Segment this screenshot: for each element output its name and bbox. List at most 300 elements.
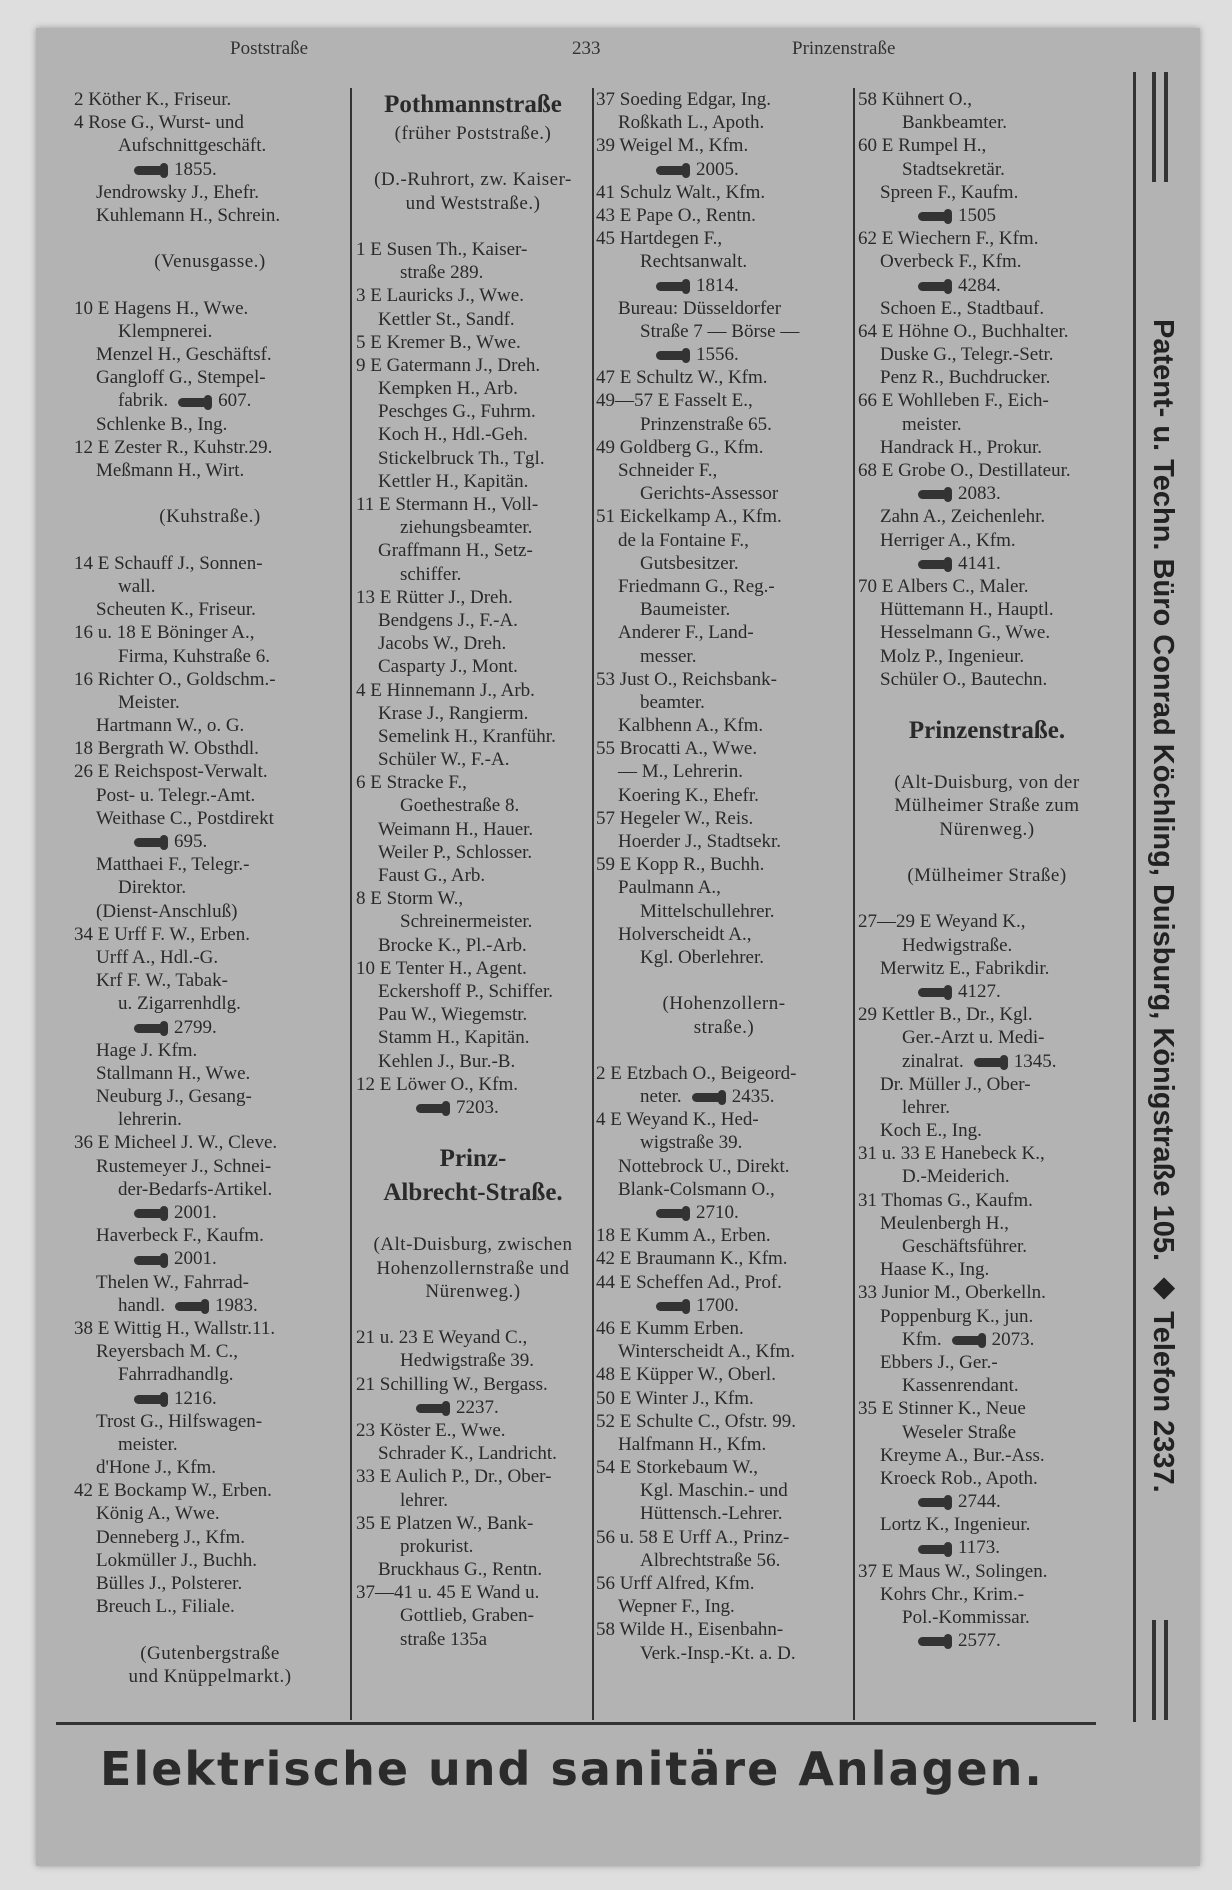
- line-text: Anderer F., Land-: [618, 622, 754, 644]
- resident-line: [356, 400, 590, 423]
- resident-line: [858, 957, 1116, 980]
- line-text: Matthaei F., Telegr.-: [96, 854, 250, 876]
- continuation-line: [596, 552, 852, 575]
- resident-line: [74, 1595, 346, 1618]
- street-note: [356, 1280, 590, 1303]
- continuation-line: [596, 598, 852, 621]
- telephone-icon: [134, 1209, 164, 1218]
- line-text: 11 E Stermann H., Voll-: [356, 494, 539, 515]
- telephone-line: [596, 158, 852, 181]
- telephone-line: [74, 1247, 346, 1270]
- continuation-line: [596, 482, 852, 505]
- resident-line: [858, 1119, 1116, 1142]
- line-text: 49—57 E Fasselt E.,: [596, 390, 753, 412]
- entry-line: [356, 586, 590, 609]
- line-text: 68 E Grobe O., Destillateur.: [858, 460, 1071, 481]
- line-text: Zahn A., Zeichenlehr.: [880, 506, 1046, 528]
- resident-line: [858, 668, 1116, 691]
- line-text: 58 Wilde H., Eisenbahn-: [596, 1619, 784, 1641]
- line-text: Kalbhenn A., Kfm.: [618, 715, 764, 737]
- line-text: Denneberg J., Kfm.: [96, 1526, 245, 1548]
- bottom-advertisement: Elektrische und sanitäre Anlagen.: [100, 1742, 1044, 1796]
- sidebar-border-line: [1133, 72, 1136, 1722]
- resident-line: [356, 864, 590, 887]
- blank-line: [596, 1039, 852, 1062]
- entry-line: [74, 1317, 346, 1340]
- line-text: Reyersbach M. C.,: [96, 1341, 238, 1363]
- continuation-line: [858, 1235, 1116, 1258]
- resident-line: [356, 1442, 590, 1465]
- street-note: [858, 818, 1116, 841]
- line-text: Halfmann H., Kfm.: [618, 1433, 767, 1455]
- telephone-icon: [416, 1104, 446, 1113]
- line-text: König A., Wwe.: [96, 1503, 220, 1525]
- resident-line: [74, 1271, 346, 1294]
- telephone-line: [858, 552, 1116, 575]
- line-text: Ger.-Arzt u. Medi-: [902, 1027, 1045, 1049]
- street-note: [356, 1257, 590, 1280]
- line-text: 33 Junior M., Oberkelln.: [858, 1282, 1046, 1304]
- column-3: [596, 88, 852, 1665]
- street-note: [858, 864, 1116, 887]
- continuation-line: [858, 1374, 1116, 1397]
- resident-line: [74, 204, 346, 227]
- line-text: Graffmann H., Setz-: [378, 540, 533, 562]
- resident-line: [596, 1178, 852, 1201]
- resident-line: [74, 1410, 346, 1433]
- resident-line: [356, 1026, 590, 1049]
- line-text: Klempnerei.: [118, 320, 213, 342]
- line-text: Schrader K., Landricht.: [378, 1443, 557, 1465]
- entry-line: [356, 284, 590, 307]
- line-text: 43 E Pape O., Rentn.: [596, 204, 756, 226]
- entry-line: [858, 575, 1116, 598]
- entry-line: [356, 1073, 590, 1096]
- line-text: 62 E Wiechern F., Kfm.: [858, 228, 1039, 250]
- telephone-line: [858, 482, 1116, 505]
- street-note: [356, 192, 590, 215]
- street-note: [596, 1016, 852, 1039]
- line-text: Pothmannstraße: [384, 91, 562, 118]
- continuation-line: [356, 516, 590, 539]
- column-4: [858, 88, 1116, 1652]
- continuation-line: [356, 794, 590, 817]
- page-number: 233: [572, 38, 601, 59]
- line-text: lehrer.: [400, 1489, 449, 1511]
- continuation-line: [858, 1606, 1116, 1629]
- telephone-number: 1216.: [174, 1387, 217, 1409]
- telephone-line: [858, 1629, 1116, 1652]
- line-text: Nottebrock U., Direkt.: [618, 1155, 790, 1177]
- entry-line: [858, 88, 1116, 111]
- telephone-line: [596, 1201, 852, 1224]
- line-text: Schüler W., F.-A.: [378, 749, 510, 771]
- continuation-line: [356, 1604, 590, 1627]
- resident-line: [74, 784, 346, 807]
- line-text: Jacobs W., Dreh.: [378, 633, 507, 655]
- line-text: (Gutenbergstraße: [140, 1642, 280, 1664]
- line-text: 6 E Stracke F.,: [356, 772, 467, 794]
- continuation-line: [858, 1026, 1116, 1049]
- entry-line: [858, 459, 1116, 482]
- line-text: 12 E Löwer O., Kfm.: [356, 1073, 518, 1095]
- telephone-number: 2237.: [456, 1396, 499, 1418]
- resident-line: [356, 1558, 590, 1581]
- resident-line: [74, 459, 346, 482]
- line-text: (früher Poststraße.): [394, 123, 552, 144]
- entry-line: [74, 436, 346, 459]
- street-note: [74, 1642, 346, 1665]
- line-text: 51 Eickelkamp A., Kfm.: [596, 506, 782, 528]
- continuation-line: [74, 134, 346, 157]
- telephone-icon: [134, 1024, 164, 1033]
- telephone-line: [858, 1536, 1116, 1559]
- line-text: 57 Hegeler W., Reis.: [596, 807, 754, 829]
- line-text: Geschäftsführer.: [902, 1236, 1028, 1257]
- continuation-line: [356, 1535, 590, 1558]
- resident-line: [858, 1513, 1116, 1536]
- continuation-line: [74, 1294, 346, 1317]
- line-text: wall.: [118, 575, 156, 597]
- street-note: [356, 122, 590, 145]
- line-text: Pol.-Kommissar.: [902, 1607, 1030, 1628]
- line-text: Poppenburg K., jun.: [880, 1305, 1034, 1327]
- resident-line: [74, 1062, 346, 1085]
- line-text: 31 Thomas G., Kaufm.: [858, 1189, 1033, 1211]
- line-text: 38 E Wittig H., Wallstr.11.: [74, 1317, 276, 1339]
- continuation-line: [858, 1421, 1116, 1444]
- line-text: Spreen F., Kaufm.: [880, 181, 1019, 203]
- line-text: Hedwigstraße.: [902, 934, 1013, 956]
- resident-line: [596, 784, 852, 807]
- line-text: Rustemeyer J., Schnei-: [96, 1155, 272, 1177]
- entry-line: [74, 760, 346, 783]
- continuation-line: [356, 1628, 590, 1651]
- line-text: 9 E Gatermann J., Dreh.: [356, 354, 541, 376]
- resident-line: [356, 818, 590, 841]
- line-text: Kuhlemann H., Schrein.: [96, 204, 281, 226]
- street-heading: [356, 1142, 590, 1176]
- entry-line: [596, 1363, 852, 1386]
- continuation-line: [74, 645, 346, 668]
- resident-line: [858, 1467, 1116, 1490]
- continuation-line: [858, 934, 1116, 957]
- telephone-number: 2435.: [731, 1086, 775, 1108]
- entry-line: [858, 389, 1116, 412]
- telephone-line: [74, 830, 346, 853]
- line-text: Pau W., Wiegemstr.: [378, 1004, 528, 1026]
- resident-line: [74, 1039, 346, 1062]
- resident-line: [74, 853, 346, 876]
- blank-line: [858, 748, 1116, 771]
- telephone-icon: [134, 1256, 164, 1265]
- line-text: Albrecht-Straße.: [383, 1179, 563, 1207]
- continuation-line: [596, 1085, 852, 1108]
- line-text: 47 E Schultz W., Kfm.: [596, 367, 768, 389]
- line-text: Stamm H., Kapitän.: [378, 1027, 530, 1049]
- resident-line: [858, 1351, 1116, 1374]
- line-text: Neuburg J., Gesang-: [96, 1086, 252, 1108]
- resident-line: [858, 505, 1116, 528]
- telephone-icon: [175, 1302, 205, 1311]
- line-text: Blank-Colsmann O.,: [618, 1178, 775, 1200]
- resident-line: [858, 297, 1116, 320]
- resident-line: [596, 760, 852, 783]
- telephone-icon: [952, 1336, 982, 1345]
- line-text: 3 E Lauricks J., Wwe.: [356, 285, 524, 307]
- line-text: Trost G., Hilfswagen-: [96, 1410, 263, 1432]
- line-text: Schüler O., Bautechn.: [880, 668, 1048, 690]
- telephone-line: [858, 1490, 1116, 1513]
- telephone-number: 2005.: [696, 158, 739, 180]
- entry-line: [596, 181, 852, 204]
- entry-line: [74, 111, 346, 134]
- entry-line: [74, 1479, 346, 1502]
- telephone-number: 1505: [958, 204, 996, 226]
- line-text: 37—41 u. 45 E Wand u.: [356, 1582, 540, 1604]
- blank-line: [858, 841, 1116, 864]
- line-text: Hage J. Kfm.: [96, 1039, 198, 1061]
- line-text: fabrik.: [118, 390, 169, 412]
- telephone-line: [858, 980, 1116, 1003]
- telephone-number: 7203.: [456, 1096, 499, 1118]
- telephone-number: 2710.: [696, 1202, 739, 1223]
- entry-line: [596, 737, 852, 760]
- line-text: Koch H., Hdl.-Geh.: [378, 424, 528, 446]
- entry-line: [356, 493, 590, 516]
- entry-line: [356, 1326, 590, 1349]
- entry-line: [596, 1247, 852, 1270]
- resident-line: [858, 1305, 1116, 1328]
- resident-line: [356, 609, 590, 632]
- blank-line: [356, 215, 590, 238]
- line-text: 18 Bergrath W. Obsthdl.: [74, 738, 259, 760]
- entry-line: [596, 204, 852, 227]
- column-divider: [853, 88, 855, 1720]
- line-text: 66 E Wohlleben F., Eich-: [858, 390, 1049, 412]
- telephone-icon: [692, 1093, 722, 1102]
- line-text: 33 E Aulich P., Dr., Ober-: [356, 1466, 552, 1488]
- telephone-line: [596, 274, 852, 297]
- resident-line: [596, 830, 852, 853]
- line-text: meister.: [902, 413, 962, 435]
- line-text: Straße 7 — Börse —: [640, 320, 800, 342]
- entry-line: [596, 1526, 852, 1549]
- continuation-line: [356, 1349, 590, 1372]
- line-text: Kreyme A., Bur.-Ass.: [880, 1444, 1045, 1466]
- line-text: 36 E Micheel J. W., Cleve.: [74, 1132, 278, 1154]
- line-text: 16 Richter O., Goldschm.-: [74, 668, 276, 690]
- resident-line: [596, 1340, 852, 1363]
- entry-line: [356, 1581, 590, 1604]
- resident-line: [74, 1340, 346, 1363]
- entry-line: [858, 320, 1116, 343]
- line-text: (Hohenzollern-: [662, 993, 786, 1015]
- entry-line: [74, 1131, 346, 1154]
- telephone-number: 1556.: [696, 344, 739, 366]
- line-text: ziehungsbeamter.: [400, 517, 533, 539]
- line-text: Roßkath L., Apoth.: [618, 112, 765, 134]
- line-text: Breuch L., Filiale.: [96, 1596, 235, 1618]
- line-text: Weimann H., Hauer.: [378, 818, 534, 840]
- line-text: 56 u. 58 E Urff A., Prinz-: [596, 1526, 790, 1548]
- line-text: und Knüppelmarkt.): [128, 1665, 292, 1687]
- line-text: 21 u. 23 E Weyand C.,: [356, 1327, 528, 1349]
- resident-line: [596, 111, 852, 134]
- continuation-line: [858, 413, 1116, 436]
- resident-line: [74, 181, 346, 204]
- resident-line: [74, 969, 346, 992]
- telephone-number: 2577.: [958, 1630, 1001, 1652]
- line-text: Krase J., Rangierm.: [378, 702, 529, 724]
- line-text: Herriger A., Kfm.: [880, 529, 1016, 551]
- line-text: (Mülheimer Straße): [907, 865, 1067, 886]
- entry-line: [596, 1572, 852, 1595]
- line-text: Nürenweg.): [939, 818, 1035, 840]
- line-text: 50 E Winter J., Kfm.: [596, 1387, 754, 1409]
- line-text: handl.: [118, 1294, 165, 1316]
- resident-line: [74, 1549, 346, 1572]
- line-text: Kfm.: [902, 1328, 942, 1350]
- line-text: Kassenrendant.: [902, 1375, 1019, 1397]
- resident-line: [356, 1050, 590, 1073]
- resident-line: [356, 725, 590, 748]
- line-text: 2 E Etzbach O., Beigeord-: [596, 1062, 797, 1084]
- entry-line: [858, 1281, 1116, 1304]
- line-text: Kohrs Chr., Krim.-: [880, 1583, 1025, 1605]
- line-text: Lokmüller J., Buchh.: [96, 1549, 257, 1571]
- continuation-line: [74, 691, 346, 714]
- continuation-line: [596, 1479, 852, 1502]
- line-text: schiffer.: [400, 563, 462, 585]
- continuation-line: [596, 1642, 852, 1665]
- line-text: zinalrat.: [902, 1050, 964, 1072]
- line-text: (Kuhstraße.): [159, 506, 261, 528]
- entry-line: [356, 1465, 590, 1488]
- continuation-line: [596, 645, 852, 668]
- telephone-icon: [134, 1395, 164, 1404]
- line-text: Lortz K., Ingenieur.: [880, 1514, 1031, 1536]
- line-text: 2 Köther K., Friseur.: [74, 89, 232, 110]
- line-text: Prinzenstraße.: [908, 717, 1066, 745]
- street-note: [596, 992, 852, 1015]
- line-text: Schneider F.,: [618, 460, 718, 481]
- line-text: Hedwigstraße 39.: [400, 1350, 535, 1372]
- street-note: [356, 1233, 590, 1256]
- line-text: Merwitz E., Fabrikdir.: [880, 957, 1050, 979]
- line-text: de la Fontaine F.,: [618, 529, 749, 551]
- line-text: Stallmann H., Wwe.: [96, 1062, 251, 1084]
- entry-line: [356, 1419, 590, 1442]
- line-text: 26 E Reichspost-Verwalt.: [74, 761, 268, 783]
- line-text: Verk.-Insp.-Kt. a. D.: [640, 1642, 796, 1664]
- line-text: Molz P., Ingenieur.: [880, 645, 1025, 667]
- blank-line: [74, 1618, 346, 1641]
- continuation-line: [74, 1178, 346, 1201]
- line-text: Bankbeamter.: [902, 112, 1007, 134]
- line-text: Post- u. Telegr.-Amt.: [96, 784, 256, 806]
- continuation-line: [356, 563, 590, 586]
- blank-line: [74, 529, 346, 552]
- line-text: Rechtsanwalt.: [640, 251, 748, 273]
- telephone-icon: [416, 1404, 446, 1413]
- resident-line: [74, 343, 346, 366]
- line-text: 41 Schulz Walt., Kfm.: [596, 181, 766, 203]
- continuation-line: [74, 1363, 346, 1386]
- line-text: Kgl. Oberlehrer.: [640, 946, 764, 968]
- resident-line: [356, 308, 590, 331]
- continuation-line: [596, 413, 852, 436]
- line-text: Firma, Kuhstraße 6.: [118, 645, 270, 667]
- telephone-number: 1983.: [214, 1294, 258, 1316]
- telephone-line: [356, 1096, 590, 1119]
- entry-line: [74, 88, 346, 111]
- telephone-number: 1345.: [1013, 1050, 1057, 1072]
- line-text: Jendrowsky J., Ehefr.: [96, 181, 260, 203]
- line-text: 39 Weigel M., Kfm.: [596, 135, 749, 157]
- street-note: [858, 794, 1116, 817]
- entry-line: [858, 910, 1116, 933]
- line-text: Fahrradhandlg.: [118, 1364, 234, 1386]
- line-text: Holverscheidt A.,: [618, 923, 752, 945]
- telephone-number: 695.: [174, 831, 208, 852]
- line-text: Aufschnittgeschäft.: [118, 135, 267, 157]
- resident-line: [356, 470, 590, 493]
- line-text: 45 Hartdegen F.,: [596, 228, 723, 250]
- line-text: Paulmann A.,: [618, 877, 721, 899]
- continuation-line: [74, 575, 346, 598]
- continuation-line: [74, 1108, 346, 1131]
- sidebar-double-line-top: [1164, 72, 1168, 182]
- entry-line: [356, 679, 590, 702]
- resident-line: [596, 459, 852, 482]
- continuation-line: [858, 1050, 1116, 1073]
- line-text: Mittelschullehrer.: [640, 900, 775, 922]
- bottom-rule: [56, 1722, 1096, 1725]
- line-text: Scheuten K., Friseur.: [96, 599, 256, 621]
- entry-line: [858, 1397, 1116, 1420]
- resident-line: [74, 1572, 346, 1595]
- entry-line: [356, 331, 590, 354]
- telephone-number: 607.: [218, 390, 252, 412]
- telephone-number: 1173.: [958, 1537, 1001, 1559]
- resident-line: [356, 1003, 590, 1026]
- entry-line: [596, 134, 852, 157]
- entry-line: [596, 668, 852, 691]
- telephone-icon: [134, 838, 164, 847]
- line-text: 56 Urff Alfred, Kfm.: [596, 1573, 755, 1594]
- street-note: [356, 168, 590, 191]
- line-text: Thelen W., Fahrrad-: [96, 1271, 250, 1293]
- line-text: Haverbeck F., Kaufm.: [96, 1225, 264, 1247]
- continuation-line: [356, 910, 590, 933]
- line-text: Ebbers J., Ger.-: [880, 1351, 998, 1373]
- entry-line: [596, 1387, 852, 1410]
- line-text: Brocke K., Pl.-Arb.: [378, 934, 527, 956]
- blank-line: [356, 1210, 590, 1233]
- line-text: lehrer.: [902, 1096, 951, 1118]
- entry-line: [74, 297, 346, 320]
- line-text: Dr. Müller J., Ober-: [880, 1073, 1031, 1095]
- resident-line: [858, 1212, 1116, 1235]
- line-text: Bendgens J., F.-A.: [378, 609, 518, 631]
- street-heading: [356, 1176, 590, 1210]
- telephone-number: 2083.: [958, 483, 1001, 505]
- telephone-line: [74, 1387, 346, 1410]
- resident-line: [596, 529, 852, 552]
- line-text: 42 E Braumann K., Kfm.: [596, 1248, 788, 1270]
- telephone-icon: [918, 560, 948, 569]
